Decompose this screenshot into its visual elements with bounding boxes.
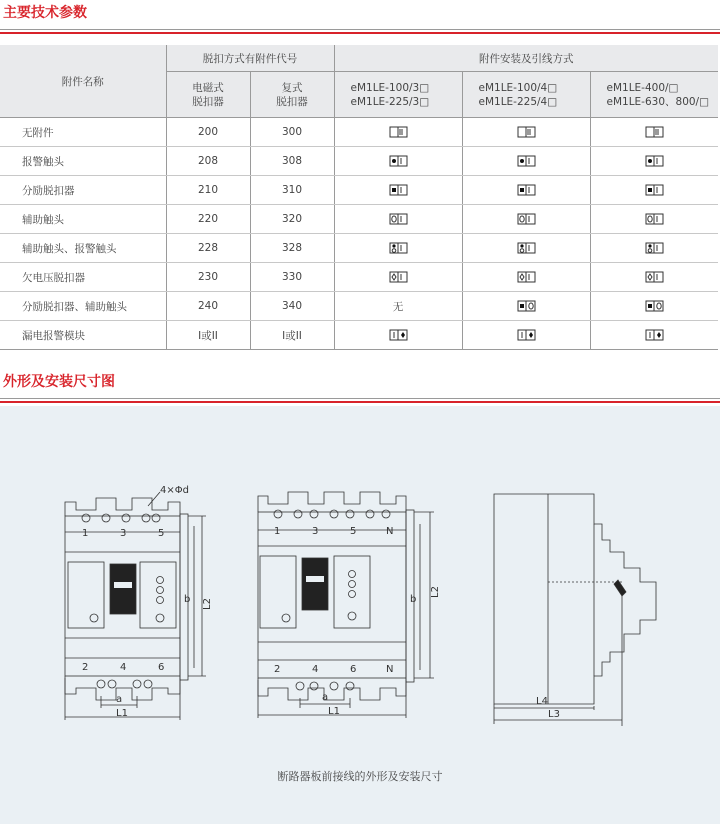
header-elec-line1: 电磁式 [192, 81, 224, 94]
header-install-wiring: 附件安装及引线方式 [334, 45, 718, 72]
wiring-symbol-cell [590, 263, 718, 292]
divider-accent [0, 401, 720, 403]
elec-trip-code-cell: 210 [166, 176, 250, 205]
wiring-symbol-icon [517, 329, 536, 341]
dim-L1-label: L1 [116, 708, 128, 719]
dim-L4-label: L4 [536, 696, 548, 707]
wiring-symbol-cell [590, 321, 718, 350]
wiring-symbol-cell [590, 234, 718, 263]
wiring-symbol-cell [334, 118, 462, 147]
wiring-symbol-icon [389, 155, 408, 167]
attachment-name-cell: 报警触头 [0, 147, 166, 176]
terminal-4-label: 4 [120, 662, 127, 673]
table-row [0, 263, 718, 292]
attachment-name-cell: 漏电报警模块 [0, 321, 166, 350]
terminal-3-label: 3 [120, 528, 127, 539]
terminal-6-label: 6 [158, 662, 165, 673]
attachment-name-cell: 分励脱扣器、辅助触头 [0, 292, 166, 321]
wiring-symbol-icon [645, 155, 664, 167]
table-row [0, 176, 718, 205]
comp-trip-code-cell: 340 [250, 292, 334, 321]
wiring-symbol-cell [334, 321, 462, 350]
wiring-symbol-cell [334, 263, 462, 292]
terminal-N-label: N [386, 664, 394, 675]
comp-trip-code-cell: 328 [250, 234, 334, 263]
wiring-symbol-icon [645, 213, 664, 225]
model-label: eM1LE-400/□ [606, 81, 679, 94]
comp-trip-code-cell: 310 [250, 176, 334, 205]
front-view-4-pole [258, 492, 434, 718]
divider [0, 398, 720, 399]
comp-trip-code-cell: 300 [250, 118, 334, 147]
dim-b-label: b [184, 594, 191, 605]
elec-trip-code-cell: 228 [166, 234, 250, 263]
elec-trip-code-cell: 240 [166, 292, 250, 321]
wiring-symbol-icon [645, 300, 664, 312]
wiring-symbol-icon [389, 213, 408, 225]
wiring-symbol-cell [590, 292, 718, 321]
wiring-symbol-icon [389, 271, 408, 283]
attachment-name-cell: 辅助触头 [0, 205, 166, 234]
attachment-name-cell: 辅助触头、报警触头 [0, 234, 166, 263]
wiring-symbol-icon [517, 242, 536, 254]
wiring-symbol-cell [590, 147, 718, 176]
wiring-symbol-icon [517, 126, 536, 138]
terminal-5-label: 5 [158, 528, 165, 539]
wiring-symbol-icon [645, 184, 664, 196]
section-title-tech-params [0, 2, 720, 30]
dim-L2-label: L2 [430, 586, 441, 598]
terminal-3-label: 3 [312, 526, 319, 537]
comp-trip-code-cell: I或II [250, 321, 334, 350]
header-elec-trip [166, 72, 250, 118]
wiring-symbol-icon [517, 213, 536, 225]
comp-trip-code-cell: 320 [250, 205, 334, 234]
comp-trip-code-cell: 308 [250, 147, 334, 176]
wiring-symbol-cell [462, 205, 590, 234]
elec-trip-code-cell: 208 [166, 147, 250, 176]
elec-trip-code-cell: 220 [166, 205, 250, 234]
model-label: eM1LE-100/3□ [350, 81, 430, 94]
wiring-symbol-icon [389, 329, 408, 341]
wiring-symbol-icon [645, 271, 664, 283]
table-row [0, 147, 718, 176]
wiring-symbol-icon [645, 242, 664, 254]
table-row [0, 118, 718, 147]
wiring-symbol-cell [462, 263, 590, 292]
wiring-symbol-cell: 无 [334, 292, 462, 321]
dim-b-label: b [410, 594, 417, 605]
terminal-2-label: 2 [274, 664, 281, 675]
wiring-symbol-cell [462, 292, 590, 321]
table-row [0, 292, 718, 321]
header-model-group-2 [462, 72, 590, 118]
wiring-symbol-cell [590, 118, 718, 147]
wiring-symbol-icon [517, 155, 536, 167]
terminal-4-label: 4 [312, 664, 319, 675]
wiring-symbol-icon [645, 126, 664, 138]
figure-caption: 断路器板前接线的外形及安装尺寸 [277, 770, 443, 783]
divider [0, 29, 720, 30]
header-trip-code: 脱扣方式有附件代号 [166, 45, 334, 72]
model-label: eM1LE-225/4□ [478, 95, 558, 108]
header-comp-line1: 复式 [281, 81, 303, 94]
wiring-symbol-icon [389, 184, 408, 196]
wiring-symbol-cell [334, 176, 462, 205]
header-model-group-1 [334, 72, 462, 118]
terminal-5-label: 5 [350, 526, 357, 537]
comp-trip-code-cell: 330 [250, 263, 334, 292]
header-comp-trip [250, 72, 334, 118]
dimension-drawing-panel [0, 406, 720, 824]
wiring-symbol-icon [389, 242, 408, 254]
terminal-1-label: 1 [274, 526, 281, 537]
wiring-symbol-icon [517, 271, 536, 283]
header-attachment-name: 附件名称 [0, 45, 166, 118]
section-title-dimensions [0, 371, 720, 399]
model-label: eM1LE-100/4□ [478, 81, 558, 94]
terminal-1-label: 1 [82, 528, 89, 539]
dim-a-label: a [116, 694, 123, 705]
wiring-symbol-cell [462, 234, 590, 263]
dim-L3-label: L3 [548, 709, 560, 720]
dimension-drawing [0, 406, 720, 824]
wiring-symbol-cell [590, 176, 718, 205]
wiring-symbol-icon [517, 184, 536, 196]
wiring-symbol-cell [334, 234, 462, 263]
section-title-text: 主要技术参数 [3, 5, 87, 21]
wiring-symbol-cell [462, 147, 590, 176]
wiring-symbol-cell [462, 176, 590, 205]
model-label: eM1LE-630、800/□ [606, 95, 710, 108]
dim-L2-label: L2 [202, 598, 213, 610]
front-view-3-pole [65, 492, 206, 720]
attachment-name-cell: 欠电压脱扣器 [0, 263, 166, 292]
divider-accent [0, 32, 720, 34]
elec-trip-code-cell: I或II [166, 321, 250, 350]
table-row [0, 321, 718, 350]
terminal-2-label: 2 [82, 662, 89, 673]
terminal-6-label: 6 [350, 664, 357, 675]
wiring-symbol-cell [462, 321, 590, 350]
wiring-symbol-cell [590, 205, 718, 234]
side-view [494, 494, 656, 726]
terminal-N-label: N [386, 526, 394, 537]
header-elec-line2: 脱扣器 [192, 95, 224, 108]
wiring-symbol-icon [389, 126, 408, 138]
wiring-symbol-cell [334, 205, 462, 234]
dim-a-label: a [322, 692, 329, 703]
wiring-symbol-icon [517, 300, 536, 312]
elec-trip-code-cell: 200 [166, 118, 250, 147]
wiring-symbol-icon [645, 329, 664, 341]
table-row [0, 205, 718, 234]
wiring-symbol-cell [462, 118, 590, 147]
hole-label: 4×Φd [160, 485, 189, 496]
elec-trip-code-cell: 230 [166, 263, 250, 292]
header-comp-line2: 脱扣器 [276, 95, 308, 108]
table-row [0, 234, 718, 263]
attachment-name-cell: 分励脱扣器 [0, 176, 166, 205]
header-model-group-3 [590, 72, 718, 118]
dim-L1-label: L1 [328, 706, 340, 717]
model-label: eM1LE-225/3□ [350, 95, 430, 108]
section-title-text: 外形及安装尺寸图 [3, 374, 115, 390]
spec-table [0, 45, 718, 350]
attachment-name-cell: 无附件 [0, 118, 166, 147]
wiring-symbol-cell [334, 147, 462, 176]
